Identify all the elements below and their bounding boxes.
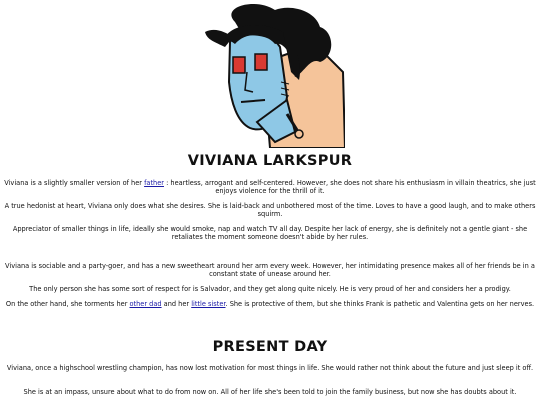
bio-paragraph-2: A true hedonist at heart, Viviana only does what she desires. She is laid-back and unbothered most of the time. Loves to have a good laugh, and to make others squirm. [4,202,536,219]
bio-paragraph-5: The only person she has some sort of respect for is Salvador, and they get along quite nicely. He is very proud of her and considers her a prodigy. [29,285,511,293]
present-paragraph-1: Viviana, once a highschool wrestling champion, has now lost motivation for most things in life. She would rather not think about the future and just sleep it off. [6,364,534,372]
portrait-illustration [195,2,345,148]
bio-paragraph-4: Viviana is sociable and a party-goer, and has a new sweetheart around her arm every week. However, her intimidating presence makes all of her friends be in a constant state of unease around her. [5,262,535,279]
present-day-heading: PRESENT DAY [212,339,328,355]
father-link[interactable]: father [144,179,164,187]
little-sister-link[interactable]: little sister [191,300,226,308]
bio-paragraph-1: Viviana is a slightly smaller version of her father : heartless, arrogant and self-centered. However, she does not share his enthusiasm in villain theatrics, she just enjoys violence for the thrill of it. [4,179,536,196]
bio-paragraph-6: On the other hand, she torments her other dad and her little sister. She is protective of them, but she thinks Frank is pathetic and Valentina gets on her nerves. [5,300,535,308]
character-name-heading: VIVIANA LARKSPUR [187,153,353,169]
bio-paragraph-3: Appreciator of smaller things in life, ideally she would smoke, nap and watch TV all day. Despite her lack of energy, she is definitely not a gentle giant - she retaliates the moment someone doesn't abide by her rules. [12,225,528,242]
character-portrait [195,2,345,148]
other-dad-link[interactable]: other dad [129,300,162,308]
present-paragraph-2: She is at an impass, unsure about what to do from now on. All of her life she's been told to join the family business, but now she has doubts about it. [23,388,517,396]
